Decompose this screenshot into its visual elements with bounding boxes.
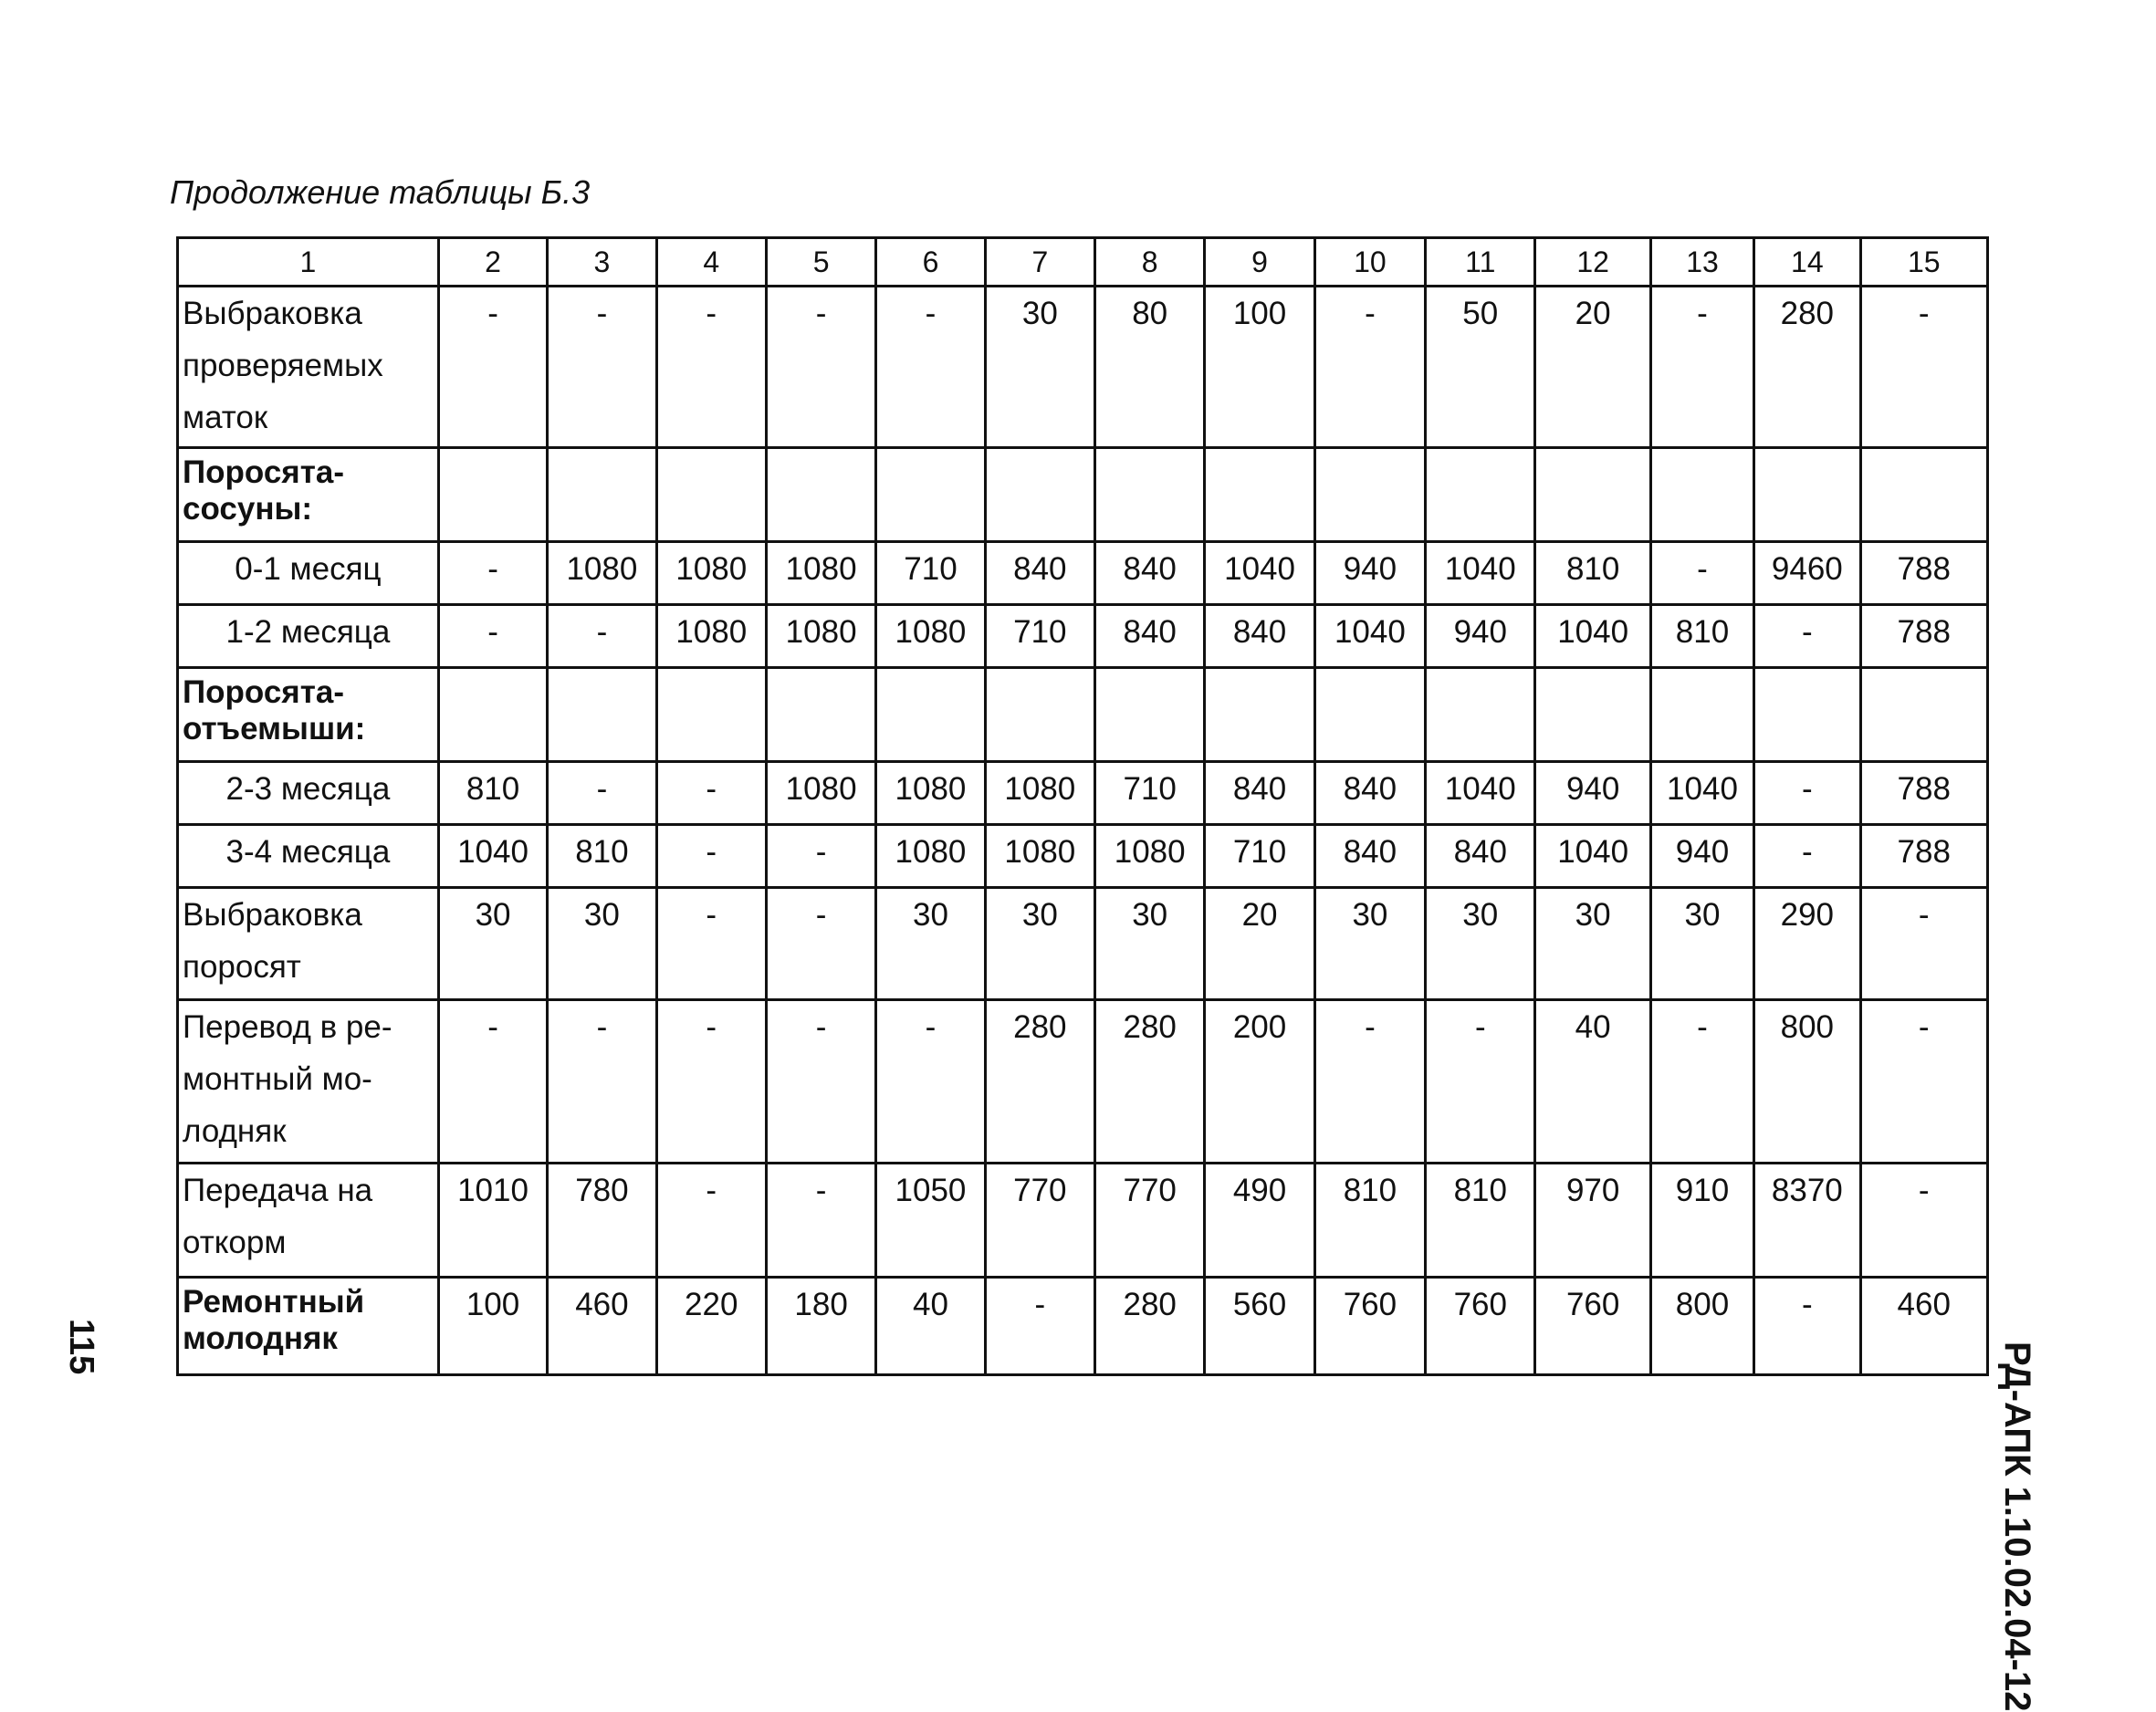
table-cell: - (656, 287, 766, 448)
table-cell: - (438, 1000, 547, 1164)
table-cell: 560 (1205, 1278, 1314, 1375)
table-cell: 50 (1426, 287, 1535, 448)
row-label (178, 762, 439, 825)
table-cell: 30 (985, 888, 1094, 1000)
table-cell: - (548, 1000, 656, 1164)
header-cell: 6 (876, 238, 985, 287)
table-cell: 710 (985, 605, 1094, 668)
table-cell: 760 (1426, 1278, 1535, 1375)
table-cell: 1080 (876, 762, 985, 825)
table-cell: 910 (1650, 1164, 1753, 1278)
table-cell: 800 (1754, 1000, 1860, 1164)
table-cell: - (1860, 1164, 1988, 1278)
row-label-line: 3-4 месяца (225, 834, 391, 870)
row-label (178, 1000, 439, 1164)
table-cell: 30 (1650, 888, 1753, 1000)
table-cell: 220 (656, 1278, 766, 1375)
table-cell: 280 (1095, 1000, 1205, 1164)
document-code: РД-АПК 1.10.02.04-12 (1997, 1341, 2037, 1712)
table-cell (1650, 448, 1753, 542)
table-cell: 1040 (1426, 762, 1535, 825)
table-cell: 280 (985, 1000, 1094, 1164)
table-cell: - (766, 287, 875, 448)
table-cell: 810 (1314, 1164, 1425, 1278)
table-cell: - (1650, 1000, 1753, 1164)
table-cell: 1080 (1095, 825, 1205, 888)
data-table (176, 236, 1989, 1376)
row-label-line: молодняк (183, 1321, 338, 1356)
row-label-line: 0-1 месяц (235, 551, 382, 587)
table-cell: - (1860, 1000, 1988, 1164)
table-cell: 840 (1095, 605, 1205, 668)
header-cell: 9 (1205, 238, 1314, 287)
table-cell: 490 (1205, 1164, 1314, 1278)
table-cell (876, 448, 985, 542)
table-cell: - (438, 605, 547, 668)
table-cell: 280 (1095, 1278, 1205, 1375)
table-cell: 30 (985, 287, 1094, 448)
table-cell (1754, 668, 1860, 762)
table-cell: 1080 (548, 542, 656, 605)
row-label (178, 287, 439, 448)
table-cell: - (548, 605, 656, 668)
table-cell: 1040 (1426, 542, 1535, 605)
table-row (178, 825, 1988, 888)
table-cell: - (656, 1164, 766, 1278)
table-cell: 788 (1860, 825, 1988, 888)
table-cell: 30 (438, 888, 547, 1000)
table-cell: 1040 (1205, 542, 1314, 605)
table-cell: - (766, 888, 875, 1000)
table-cell: 1050 (876, 1164, 985, 1278)
row-label-line: проверяемых (183, 348, 383, 383)
table-cell: 810 (1535, 542, 1650, 605)
header-cell: 15 (1860, 238, 1988, 287)
row-label-line: поросят (183, 949, 301, 985)
row-label-line: Выбраковка (183, 296, 362, 331)
table-cell: 840 (1426, 825, 1535, 888)
table-cell: 1040 (1535, 825, 1650, 888)
table-cell: - (766, 825, 875, 888)
table-cell: 1080 (985, 825, 1094, 888)
table-cell: 30 (876, 888, 985, 1000)
header-cell: 11 (1426, 238, 1535, 287)
table-cell: 460 (1860, 1278, 1988, 1375)
table-cell: 710 (1205, 825, 1314, 888)
table-cell: 810 (1426, 1164, 1535, 1278)
table-cell: 940 (1650, 825, 1753, 888)
table-cell: 20 (1205, 888, 1314, 1000)
table-cell: - (1314, 287, 1425, 448)
table-cell: 760 (1535, 1278, 1650, 1375)
row-label (178, 888, 439, 1000)
table-cell: 80 (1095, 287, 1205, 448)
table-cell: 840 (1205, 762, 1314, 825)
table-cell (1535, 448, 1650, 542)
table-row (178, 542, 1988, 605)
table-cell: 280 (1754, 287, 1860, 448)
table-cell: - (438, 287, 547, 448)
table-row (178, 762, 1988, 825)
table-cell: 970 (1535, 1164, 1650, 1278)
table-cell: 1080 (876, 605, 985, 668)
table-row (178, 287, 1988, 448)
table-cell: 800 (1650, 1278, 1753, 1375)
table-cell: - (1650, 287, 1753, 448)
table-cell: 810 (548, 825, 656, 888)
table-cell: 40 (876, 1278, 985, 1375)
row-label-line: сосуны: (183, 491, 312, 527)
table-cell: 30 (1095, 888, 1205, 1000)
table-cell (1314, 668, 1425, 762)
table-cell: 788 (1860, 542, 1988, 605)
table-cell: 840 (1314, 825, 1425, 888)
table-cell: 30 (1314, 888, 1425, 1000)
row-label-line: Передача на (183, 1173, 373, 1208)
table-cell: 180 (766, 1278, 875, 1375)
table-cell: 1080 (656, 542, 766, 605)
table-cell: 840 (1205, 605, 1314, 668)
table-cell: 1080 (766, 762, 875, 825)
table-cell (1860, 448, 1988, 542)
table-cell: - (1754, 762, 1860, 825)
table-cell: 20 (1535, 287, 1650, 448)
row-label-line: Перевод в ре- (183, 1009, 392, 1045)
table-cell: 770 (1095, 1164, 1205, 1278)
table-cell: 100 (438, 1278, 547, 1375)
table-cell: 940 (1535, 762, 1650, 825)
table-cell: 780 (548, 1164, 656, 1278)
table-cell: - (766, 1000, 875, 1164)
table-cell: 760 (1314, 1278, 1425, 1375)
table-cell: - (1754, 825, 1860, 888)
table-cell: 1040 (1535, 605, 1650, 668)
table-cell: 710 (876, 542, 985, 605)
table-cell: - (1754, 1278, 1860, 1375)
table-cell: - (1860, 287, 1988, 448)
table-cell: - (1754, 605, 1860, 668)
header-cell: 13 (1650, 238, 1753, 287)
table-cell: - (438, 542, 547, 605)
row-label-line: Поросята- (183, 454, 344, 490)
table-cell: - (1650, 542, 1753, 605)
table-cell (1535, 668, 1650, 762)
table-cell: - (1314, 1000, 1425, 1164)
table-cell: 1040 (1650, 762, 1753, 825)
header-cell: 5 (766, 238, 875, 287)
header-cell: 14 (1754, 238, 1860, 287)
table-cell (766, 668, 875, 762)
table-cell: 1010 (438, 1164, 547, 1278)
row-label-line: отъемыши: (183, 711, 366, 746)
table-row (178, 888, 1988, 1000)
table-cell (438, 668, 547, 762)
row-label-line: откорм (183, 1225, 287, 1260)
table-cell: - (876, 1000, 985, 1164)
header-row (178, 238, 1988, 287)
table-cell: 30 (548, 888, 656, 1000)
table-cell: 770 (985, 1164, 1094, 1278)
header-cell: 2 (438, 238, 547, 287)
table-row (178, 668, 1988, 762)
table-cell (548, 668, 656, 762)
row-label (178, 825, 439, 888)
table-cell (1860, 668, 1988, 762)
table-cell (1205, 668, 1314, 762)
table-row (178, 1164, 1988, 1278)
table-cell: - (548, 762, 656, 825)
table-cell: 1040 (438, 825, 547, 888)
table-cell (548, 448, 656, 542)
row-label-line: Выбраковка (183, 897, 362, 933)
row-label-line: 2-3 месяца (225, 771, 391, 807)
table-cell (1754, 448, 1860, 542)
table-row (178, 448, 1988, 542)
table-cell: 200 (1205, 1000, 1314, 1164)
table-cell: - (656, 1000, 766, 1164)
table-cell (1095, 668, 1205, 762)
row-label-line: лодняк (183, 1113, 287, 1149)
table-cell (656, 668, 766, 762)
row-label-line: Ремонтный (183, 1284, 365, 1320)
table-cell (1314, 448, 1425, 542)
table-cell: - (1860, 888, 1988, 1000)
table-cell (1205, 448, 1314, 542)
table-cell (1650, 668, 1753, 762)
table-cell: 940 (1426, 605, 1535, 668)
row-label-line: маток (183, 400, 268, 435)
table-cell: 810 (438, 762, 547, 825)
table-cell: 1080 (985, 762, 1094, 825)
header-cell: 7 (985, 238, 1094, 287)
table-cell (1426, 448, 1535, 542)
row-label (178, 448, 439, 542)
row-label-line: монтный мо- (183, 1061, 372, 1097)
table-cell: 40 (1535, 1000, 1650, 1164)
table-cell (1426, 668, 1535, 762)
page-number: 115 (62, 1319, 100, 1375)
table-cell: 30 (1426, 888, 1535, 1000)
table-cell: 1080 (766, 605, 875, 668)
table-cell (766, 448, 875, 542)
table-row (178, 605, 1988, 668)
row-label-line: 1-2 месяца (225, 614, 391, 650)
table-cell: - (548, 287, 656, 448)
table-cell: 460 (548, 1278, 656, 1375)
table-cell: 1080 (656, 605, 766, 668)
header-cell: 12 (1535, 238, 1650, 287)
table-cell: 9460 (1754, 542, 1860, 605)
table-cell: 840 (1314, 762, 1425, 825)
table-cell (876, 668, 985, 762)
table-cell: 1080 (766, 542, 875, 605)
table-cell: 788 (1860, 762, 1988, 825)
table-cell: - (985, 1278, 1094, 1375)
table-cell: 840 (985, 542, 1094, 605)
table-cell: - (656, 888, 766, 1000)
table-caption: Продолжение таблицы Б.3 (170, 173, 591, 211)
row-label (178, 1164, 439, 1278)
table-cell (985, 448, 1094, 542)
table-cell: 1040 (1314, 605, 1425, 668)
row-label (178, 542, 439, 605)
table-cell (438, 448, 547, 542)
header-cell: 8 (1095, 238, 1205, 287)
table-cell: 788 (1860, 605, 1988, 668)
row-label (178, 1278, 439, 1375)
header-cell: 4 (656, 238, 766, 287)
table-cell (1095, 448, 1205, 542)
table-cell: - (1426, 1000, 1535, 1164)
table-cell: - (656, 825, 766, 888)
table-row (178, 1000, 1988, 1164)
table-cell: 810 (1650, 605, 1753, 668)
table-cell (985, 668, 1094, 762)
table-cell: - (766, 1164, 875, 1278)
table-cell: 100 (1205, 287, 1314, 448)
table-cell (656, 448, 766, 542)
table-cell: 840 (1095, 542, 1205, 605)
row-label-line: Поросята- (183, 674, 344, 710)
row-label (178, 605, 439, 668)
table-row (178, 1278, 1988, 1375)
header-cell: 3 (548, 238, 656, 287)
header-cell: 1 (178, 238, 439, 287)
table-cell: 710 (1095, 762, 1205, 825)
table-cell: - (656, 762, 766, 825)
table-cell: - (876, 287, 985, 448)
header-cell: 10 (1314, 238, 1425, 287)
row-label (178, 668, 439, 762)
table-cell: 940 (1314, 542, 1425, 605)
table-cell: 30 (1535, 888, 1650, 1000)
table-cell: 290 (1754, 888, 1860, 1000)
table-cell: 1080 (876, 825, 985, 888)
table-cell: 8370 (1754, 1164, 1860, 1278)
